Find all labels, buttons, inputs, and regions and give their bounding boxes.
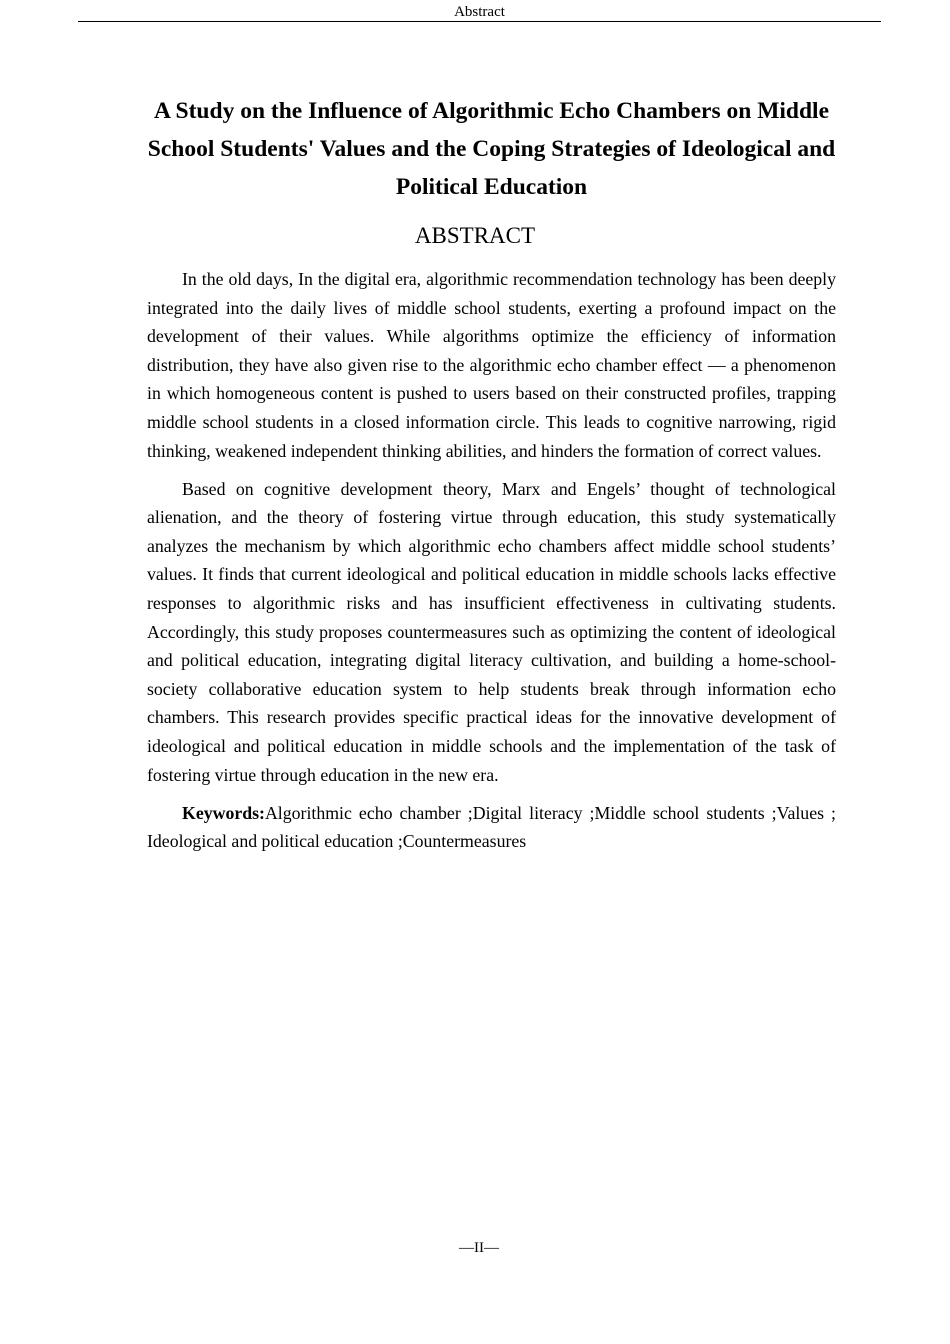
abstract-body [147, 265, 836, 865]
running-header [78, 0, 881, 22]
keywords-list: Algorithmic echo chamber ;Digital literacy ;Middle school students ;Values ; Ideological and political education ;Countermeasures [147, 802, 836, 852]
abstract-heading: ABSTRACT [414, 223, 536, 248]
abstract-paragraph-1: In the old days, In the digital era, algorithmic recommendation technology has been deeply integrated into the daily lives of middle school students, exerting a profound impact on the development of their values. While algorithms optimize the efficiency of information distribution, they have also given rise to the algorithmic echo chamber effect — a phenomenon in which homogeneous content is pushed to users based on their constructed profiles, trapping middle school students in a closed information circle. This leads to cognitive narrowing, rigid thinking, weakened independent thinking abilities, and hinders the formation of correct values. [147, 269, 836, 461]
page-number: —II— [459, 1240, 499, 1256]
keywords-line [147, 799, 836, 856]
abstract-paragraph-2: Based on cognitive development theory, Marx and Engels’ thought of technological alienation, and the theory of fostering virtue through education, this study systematically analyzes the mechanism by which algorithmic echo chambers affect middle school students’ values. It finds that current ideological and political education in middle schools lacks effective responses to algorithmic risks and has insufficient effectiveness in cultivating students. Accordingly, this study proposes countermeasures such as optimizing the content of ideological and political education, integrating digital literacy cultivation, and building a home-school-society collaborative education system to help students break through information echo chambers. This research provides specific practical ideas for the innovative development of ideological and political education in middle schools and the implementation of the task of fostering virtue through education in the new era. [147, 478, 836, 785]
running-header-title: Abstract [454, 4, 505, 20]
keywords-label: Keywords: [182, 802, 265, 823]
paper-title: A Study on the Influence of Algorithmic Echo Chambers on Middle School Students' Values and the Coping Strategies of Ideological and Political Education [147, 98, 836, 200]
